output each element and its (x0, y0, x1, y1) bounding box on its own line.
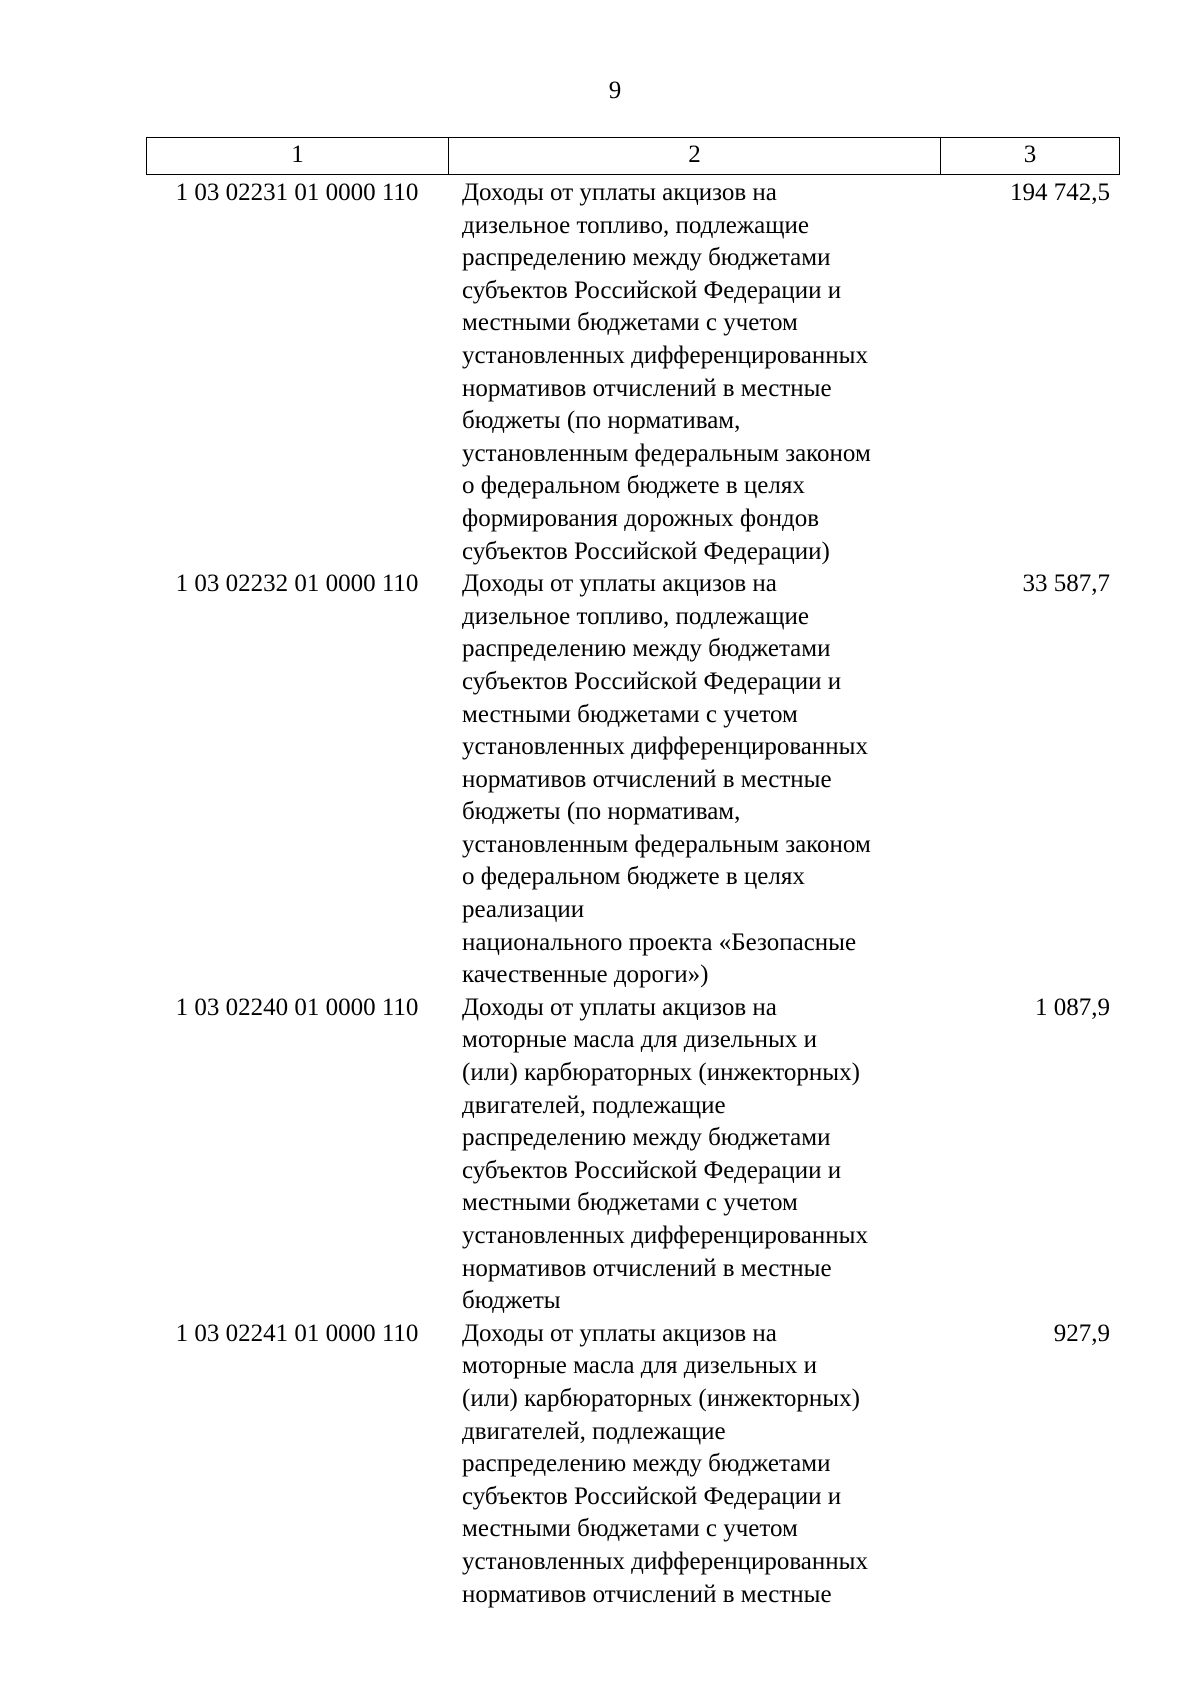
description-line: установленных дифференцированных (462, 1222, 868, 1249)
description-line: установленных дифференцированных (462, 733, 868, 761)
table-row (146, 992, 1120, 1318)
revenue-code: 1 03 02240 01 0000 110 (175, 993, 419, 1021)
description-line: Доходы от уплаты акцизов на (462, 1319, 777, 1347)
description-line: субъектов Российской Федерации и (462, 1482, 842, 1510)
column-header-1: 1 (147, 138, 449, 174)
description-line: установленных дифференцированных (462, 341, 868, 369)
description-line: местными бюджетами с учетом (462, 700, 798, 728)
description-line: субъектов Российской Федерации и (462, 276, 842, 304)
table-row (146, 177, 1120, 568)
description-line: распределению между бюджетами (462, 1124, 831, 1152)
description-line: о федеральном бюджете в целях (462, 472, 805, 500)
description-line: (или) карбюраторных (инжекторных) (462, 1384, 860, 1412)
table-body (146, 177, 1120, 1611)
description-line: распределению между бюджетами (462, 244, 831, 272)
description-line: местными бюджетами с учетом (462, 1515, 798, 1543)
description-line: о федеральном бюджете в целях (462, 863, 805, 891)
description-line: национального проекта «Безопасные (462, 928, 857, 956)
description-line: установленных дифференцированных (462, 1547, 868, 1575)
revenue-code: 1 03 02232 01 0000 110 (175, 570, 419, 598)
description-line: субъектов Российской Федерации и (462, 1156, 842, 1184)
description-line: нормативов отчислений в местные (462, 1254, 832, 1282)
description-line: дизельное топливо, подлежащие (462, 211, 809, 239)
table-row (146, 1318, 1120, 1611)
description-line: дизельное топливо, подлежащие (462, 602, 809, 630)
description-line: субъектов Российской Федерации) (462, 537, 830, 565)
description-line: моторные масла для дизельных и (462, 1026, 817, 1054)
description-line: Доходы от уплаты акцизов на (462, 179, 777, 206)
revenue-code: 1 03 02241 01 0000 110 (175, 1319, 419, 1347)
description-line: нормативов отчислений в местные (462, 1580, 832, 1608)
column-header-2: 2 (449, 138, 941, 174)
page-number: 9 (608, 77, 622, 104)
description-line: (или) карбюраторных (инжекторных) (462, 1059, 860, 1087)
description-line: качественные дороги») (462, 961, 709, 989)
description-line: моторные масла для дизельных и (462, 1352, 817, 1380)
description-line: распределению между бюджетами (462, 1450, 831, 1478)
description-line: распределению между бюджетами (462, 635, 831, 663)
revenue-description (448, 992, 940, 1318)
description-line: реализации (462, 896, 585, 924)
amount-value: 33 587,7 (1022, 570, 1110, 598)
amount-value: 927,9 (1053, 1319, 1110, 1347)
description-line: местными бюджетами с учетом (462, 309, 798, 337)
description-line: установленным федеральным законом (462, 439, 871, 467)
revenue-description (448, 1318, 940, 1611)
description-line: бюджеты (по нормативам, (462, 798, 741, 826)
description-line: бюджеты (по нормативам, (462, 407, 741, 435)
description-line: двигателей, подлежащие (462, 1417, 726, 1445)
description-line: Доходы от уплаты акцизов на (462, 570, 777, 598)
revenue-description (448, 568, 940, 992)
amount-value: 194 742,5 (1010, 179, 1110, 206)
description-line: Доходы от уплаты акцизов на (462, 993, 777, 1021)
description-line: формирования дорожных фондов (462, 504, 819, 532)
description-line: нормативов отчислений в местные (462, 765, 832, 793)
description-line: местными бюджетами с учетом (462, 1189, 798, 1217)
column-header-3: 3 (1023, 141, 1037, 168)
revenue-description (448, 177, 940, 568)
amount-value: 1 087,9 (1035, 993, 1110, 1021)
description-line: субъектов Российской Федерации и (462, 667, 842, 695)
table-row (146, 568, 1120, 992)
description-line: бюджеты (462, 1287, 561, 1315)
description-line: двигателей, подлежащие (462, 1091, 726, 1119)
revenue-code: 1 03 02231 01 0000 110 (175, 179, 419, 206)
description-line: установленным федеральным законом (462, 830, 871, 858)
table-header-row (146, 137, 1120, 175)
description-line: нормативов отчислений в местные (462, 374, 832, 402)
